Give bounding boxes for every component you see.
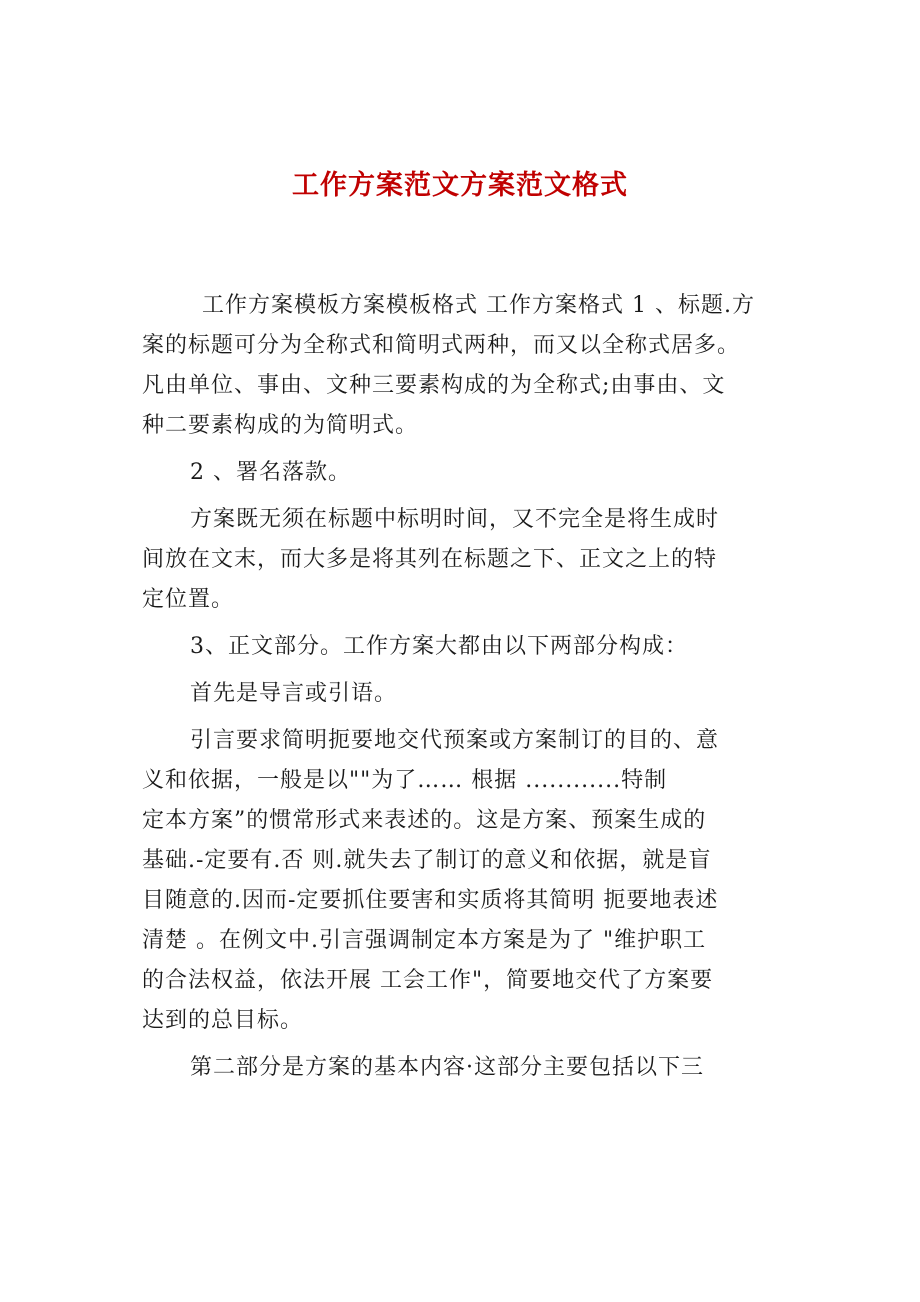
text-line: 第二部分是方案的基本内容·这部分主要包括以下三 (190, 1055, 704, 1080)
paragraph-signature (142, 453, 822, 493)
text-line: 义和依据，一般是以""为了…… 根据 ............特制 (142, 768, 668, 793)
text-line: 工作方案模板方案模板格式 工作方案格式 1 、标题.方 (202, 293, 755, 318)
text-line: 达到的总目标。 (142, 1008, 304, 1033)
text-line: 引言要求简明扼要地交代预案或方案制订的目的、意 (190, 728, 720, 753)
paragraph-date-placement (142, 500, 822, 620)
text-line: 首先是导言或引语。 (190, 681, 398, 706)
paragraph-intro-detail (142, 721, 822, 1041)
paragraph-second-part (142, 1048, 822, 1088)
text-line: 案的标题可分为全称式和简明式两种，而又以全称式居多。 (142, 333, 741, 358)
document-title: 工作方案范文方案范文格式 (292, 170, 628, 201)
text-line: 种二要素构成的为简明式。 (142, 413, 419, 438)
text-line: 清楚 。在例文中.引言强调制定本方案是为了 "维护职工 (142, 928, 707, 953)
paragraph-body-section (142, 627, 822, 667)
text-line: 间放在文末，而大多是将其列在标题之下、正文之上的特 (142, 547, 718, 572)
document-body (142, 286, 822, 1088)
paragraph-title-format (142, 286, 822, 446)
text-line: 2 、署名落款。 (190, 460, 351, 485)
paragraph-introduction (142, 674, 822, 714)
text-line: 方案既无须在标题中标明时间，又不完全是将生成时 (190, 507, 720, 532)
text-line: 凡由单位、事由、文种三要素构成的为全称式;由事由、文 (142, 373, 726, 398)
text-line: 目随意的.因而-定要抓住要害和实质将其简明 扼要地表述 (142, 888, 719, 913)
text-line: 定本方案”的惯常形式来表述的。这是方案、预案生成的 (142, 808, 707, 833)
text-line: 定位置。 (142, 587, 235, 612)
text-line: 基础.-定要有.否 则.就失去了制订的意义和依据，就是盲 (142, 848, 712, 873)
text-line: 3、正文部分。工作方案大都由以下两部分构成： (190, 634, 688, 659)
text-line: 的合法权益，依法开展 工会工作"，简要地交代了方案要 (142, 968, 714, 993)
